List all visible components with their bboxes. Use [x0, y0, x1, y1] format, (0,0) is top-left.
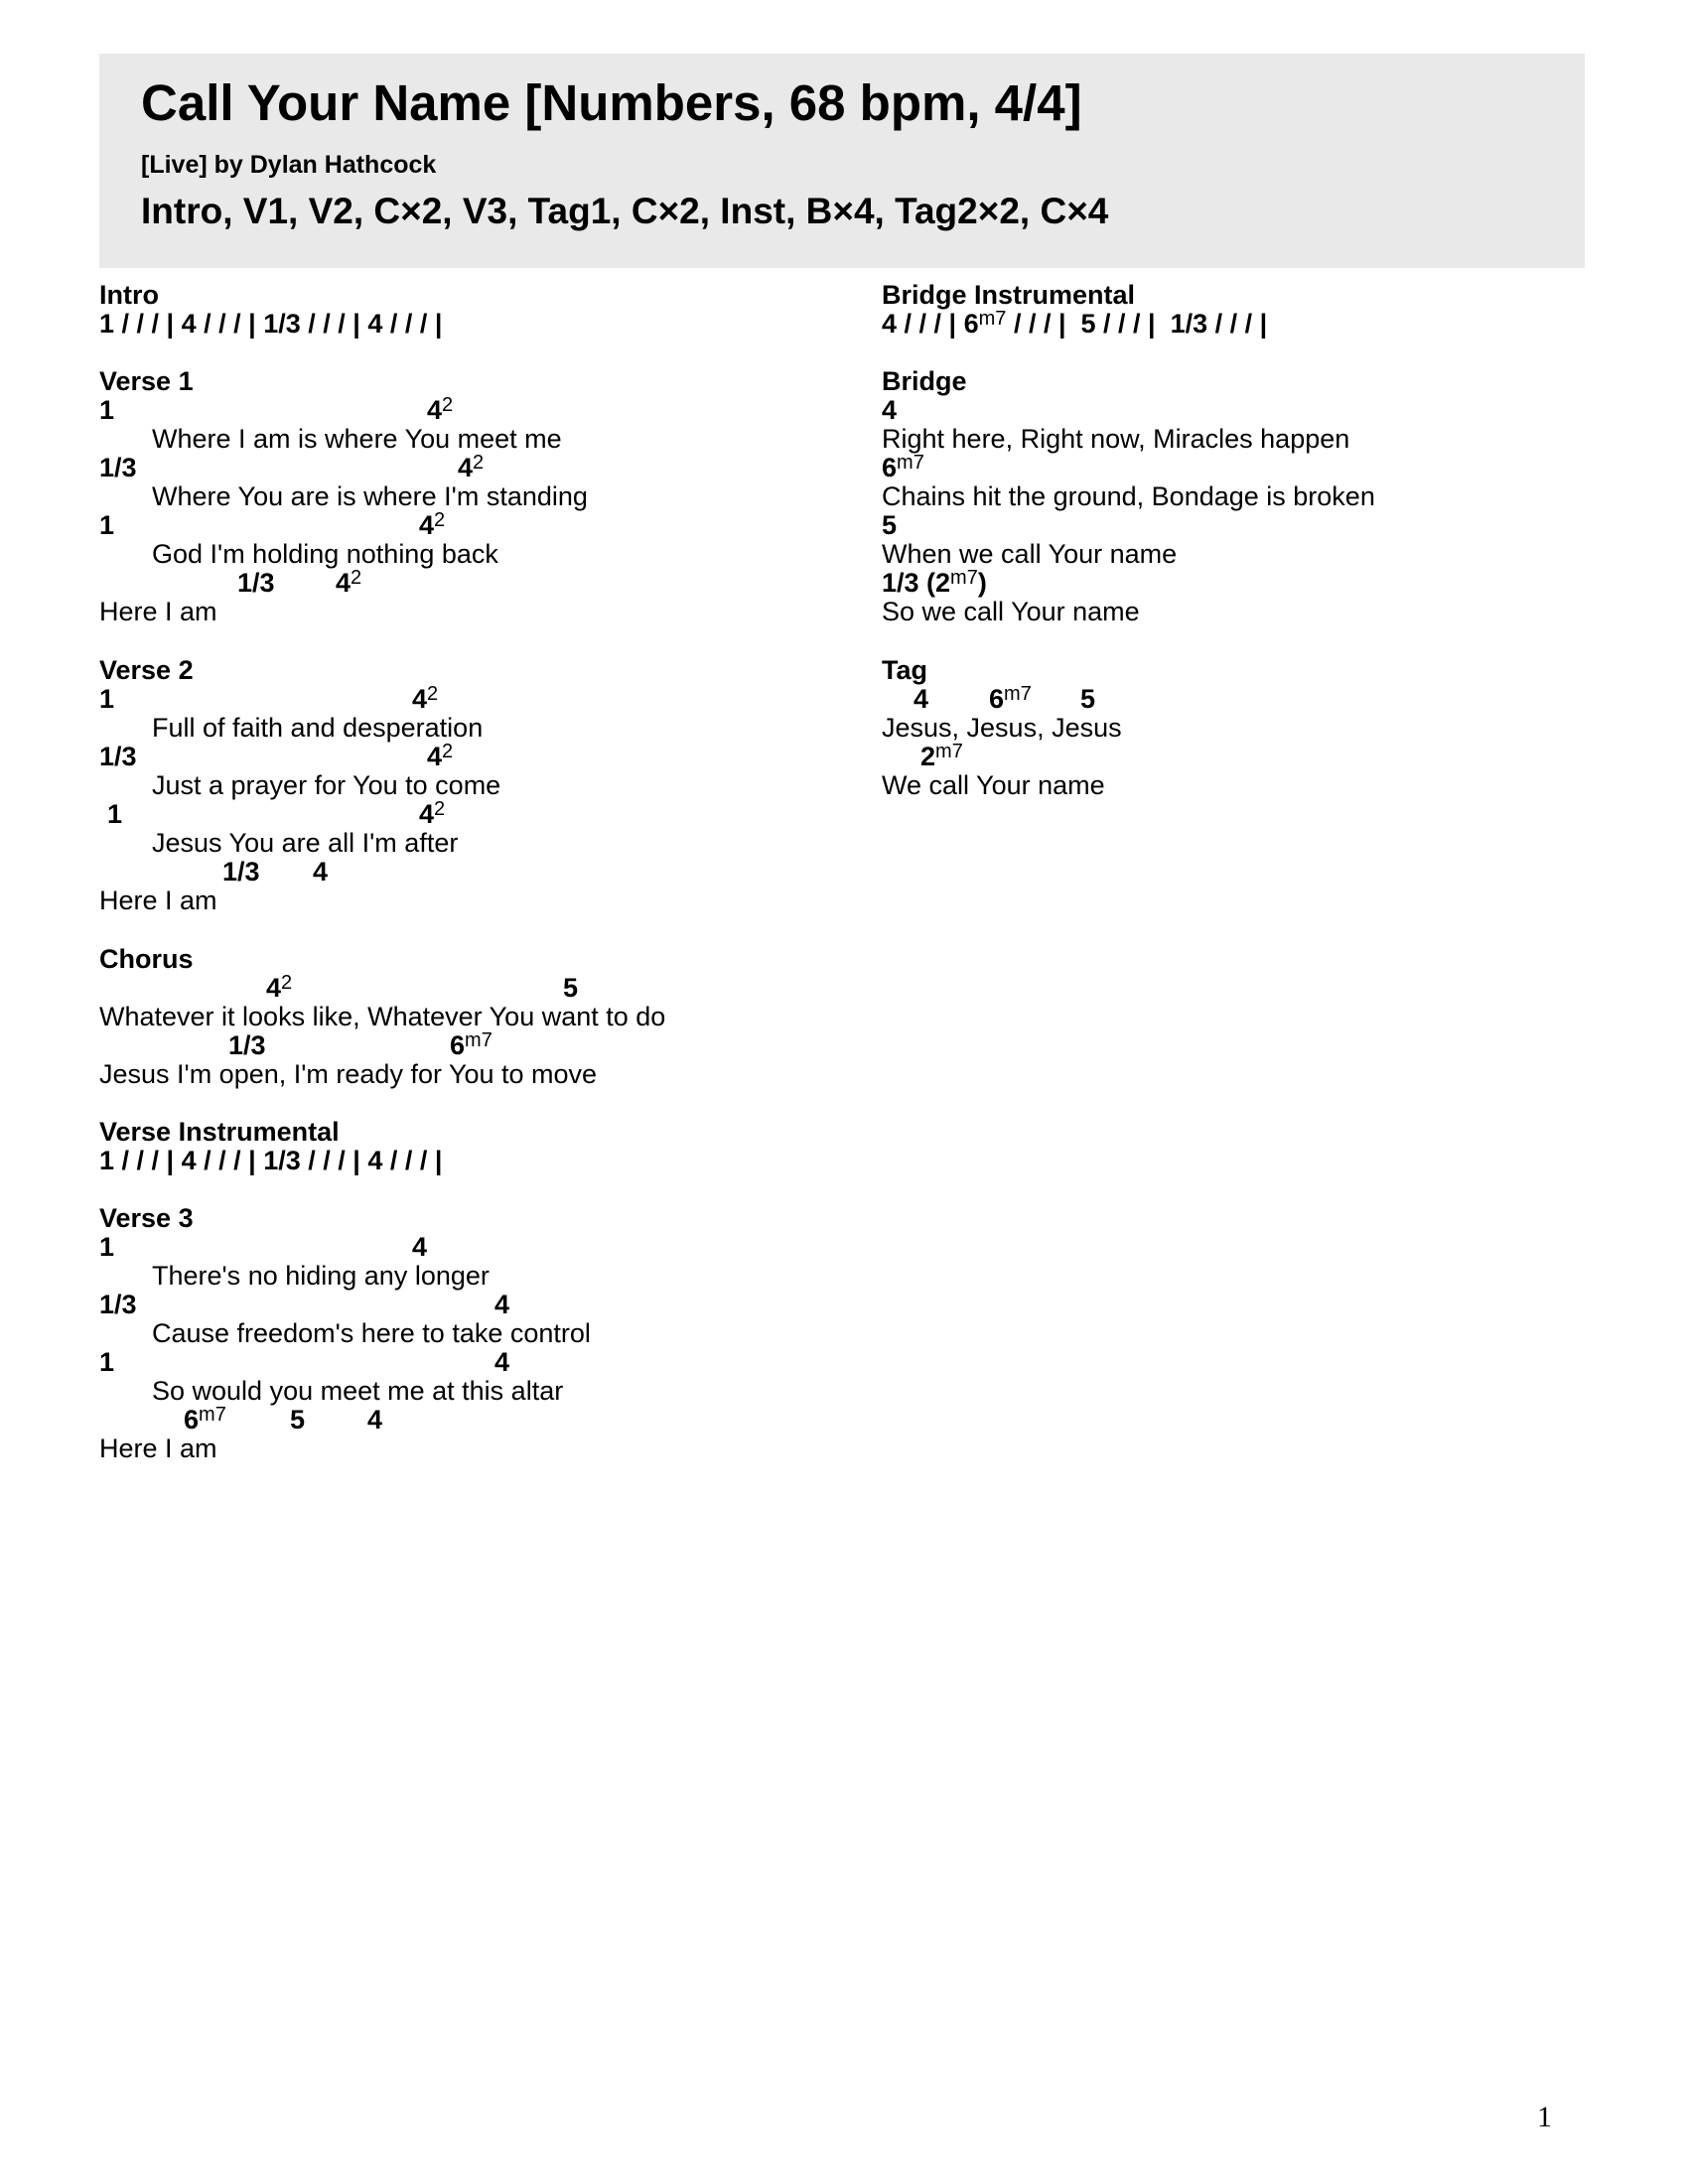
chord: 1 — [107, 799, 123, 829]
chord-line — [99, 858, 874, 915]
section-title: Verse 1 — [99, 366, 194, 396]
bar-rest: / / / | — [300, 309, 368, 339]
lyric: Jesus, Jesus, Jesus — [882, 713, 1122, 743]
chord: $4^2$ — [419, 509, 446, 540]
chord: $6^{m7}$ — [450, 1029, 492, 1060]
section-title: Bridge Instrumental — [882, 280, 1136, 310]
intro-bars — [99, 310, 442, 339]
chord-line — [99, 569, 874, 626]
chord-quality: m7 — [950, 567, 978, 589]
chord: $4^2$ — [266, 972, 293, 1003]
lyric: So would you meet me at this altar — [152, 1376, 564, 1406]
bar-rest: / / / | — [114, 309, 182, 339]
lyric: Just a prayer for You to come — [152, 770, 501, 800]
chord-line — [99, 1233, 874, 1291]
bar-rest: / / / | — [1095, 309, 1171, 339]
lyric: Cause freedom's here to take control — [152, 1318, 591, 1348]
chord-line — [99, 1348, 874, 1406]
chord-quality: m7 — [199, 1404, 226, 1426]
lyric: Chains hit the ground, Bondage is broken — [882, 481, 1375, 511]
bar-chord: 4 — [181, 309, 197, 339]
page-number: 1 — [1537, 2101, 1552, 2133]
chord-quality: 2 — [434, 509, 446, 531]
bar-chord: 1/3 — [1170, 309, 1208, 339]
chord: $4^2$ — [412, 683, 439, 714]
chord-line — [882, 454, 1656, 511]
bar-rest: / / / | — [382, 309, 443, 339]
chord: 4 — [914, 684, 929, 714]
chord-line — [882, 396, 1656, 454]
chord-quality: 2 — [427, 683, 439, 705]
lyric: We call Your name — [882, 770, 1105, 800]
chord: 1 — [99, 1232, 115, 1262]
chord: 1/3 — [222, 857, 260, 887]
section-title: Bridge — [882, 366, 967, 396]
verse-instrumental-bars — [99, 1147, 442, 1175]
chord: $4^2$ — [427, 741, 454, 771]
section-title: Chorus — [99, 944, 194, 974]
chord: 4 — [412, 1232, 428, 1262]
chord-quality: m7 — [897, 452, 924, 474]
chord-quality: 2 — [442, 741, 454, 762]
chord: 5 — [1080, 684, 1096, 714]
chord: 4 — [313, 857, 329, 887]
lyric: Jesus I'm open, I'm ready for You to move — [99, 1059, 598, 1089]
chord: 4 — [494, 1347, 510, 1377]
chord-quality: m7 — [935, 741, 963, 762]
lyric: Where You are is where I'm standing — [152, 481, 588, 511]
chord-line — [882, 569, 1656, 626]
chord: 4 — [882, 395, 898, 425]
chord: 1/3 — [237, 568, 275, 598]
bar-chord: 4 — [367, 1146, 383, 1175]
chord: 1/3 — [99, 1290, 137, 1319]
bar-chord: 5 — [1080, 309, 1096, 339]
chord-quality: 2 — [281, 972, 293, 994]
chord-line — [99, 454, 874, 511]
chord-quality: m7 — [978, 308, 1007, 330]
chord-quality: m7 — [1004, 683, 1032, 705]
chord: 4 — [494, 1290, 510, 1319]
chord-line — [99, 396, 874, 454]
lyric: When we call Your name — [882, 539, 1178, 569]
chord-quality: 2 — [442, 394, 454, 416]
bar-chord: 1/3 — [263, 309, 301, 339]
lyric: Jesus You are all I'm after — [152, 828, 459, 858]
song-title: Call Your Name [Numbers, 68 bpm, 4/4] — [141, 74, 1082, 131]
bar-chord: 1/3 — [263, 1146, 301, 1175]
chord-line — [99, 1291, 874, 1348]
chord: $4^2$ — [458, 452, 485, 482]
lyric: Where I am is where You meet me — [152, 424, 562, 454]
bar-rest: / / / | — [196, 1146, 264, 1175]
lyric: Full of faith and desperation — [152, 713, 484, 743]
chord: $4^2$ — [427, 394, 454, 425]
bar-chord: 4 — [181, 1146, 197, 1175]
section-title: Verse 3 — [99, 1203, 194, 1233]
bar-chord: 1 — [99, 309, 115, 339]
lyric: Here I am — [99, 1433, 217, 1463]
chord: 5 — [563, 973, 579, 1003]
bar-rest: / / / | — [1006, 309, 1081, 339]
chord: 4 — [367, 1405, 383, 1434]
chord: 1 — [99, 395, 115, 425]
chord-line — [882, 685, 1656, 743]
chord-line — [99, 1031, 874, 1089]
bar-chord: 1 — [99, 1146, 115, 1175]
chord-line — [882, 743, 1656, 800]
chord: 5 — [290, 1405, 306, 1434]
song-arrangement: Intro, V1, V2, C×2, V3, Tag1, C×2, Inst, B×4, Tag2×2, C×4 — [141, 191, 1109, 231]
chord: 5 — [882, 510, 898, 540]
chord: $4^2$ — [336, 567, 362, 598]
chord-quality: 2 — [434, 798, 446, 820]
chord: $2^{m7}$ — [920, 741, 963, 771]
chord: 1 — [99, 684, 115, 714]
chord: 1 — [99, 510, 115, 540]
chord: $6^{m7}$ — [989, 683, 1032, 714]
bar-rest: / / / | — [382, 1146, 443, 1175]
lyric: God I'm holding nothing back — [152, 539, 498, 569]
chord-line — [99, 685, 874, 743]
bar-chord: 4 — [367, 309, 383, 339]
section-title: Verse 2 — [99, 655, 194, 685]
chord-line — [882, 511, 1656, 569]
chord: $6^{m7}$ — [184, 1404, 226, 1434]
chord-quality: 2 — [473, 452, 485, 474]
section-title: Intro — [99, 280, 159, 310]
chord-line — [99, 511, 874, 569]
chord: 1/3 $(2^{m7})$ — [882, 567, 987, 598]
section-title: Verse Instrumental — [99, 1117, 340, 1147]
song-credit: [Live] by Dylan Hathcock — [141, 151, 437, 179]
lyric: There's no hiding any longer — [152, 1261, 490, 1291]
chord-line — [99, 743, 874, 800]
chord-line — [99, 800, 874, 858]
lyric: Here I am — [99, 886, 217, 915]
chord: $6^{m7}$ — [882, 452, 924, 482]
section-title: Tag — [882, 655, 927, 685]
bar-chord: $6^{m7}$ — [963, 308, 1007, 339]
chord-quality: m7 — [465, 1029, 492, 1051]
lyric: Whatever it looks like, Whatever You want to do — [99, 1002, 666, 1031]
bar-rest: / / / | — [897, 309, 964, 339]
lyric: Right here, Right now, Miracles happen — [882, 424, 1350, 454]
bar-rest: / / / | — [300, 1146, 368, 1175]
lyric: So we call Your name — [882, 597, 1140, 626]
chord-line — [99, 1406, 874, 1463]
bar-rest: / / / | — [196, 309, 264, 339]
bar-chord: 4 — [882, 309, 898, 339]
chord: 1/3 — [99, 453, 137, 482]
lyric: Here I am — [99, 597, 217, 626]
chord: 1/3 — [228, 1030, 266, 1060]
bar-rest: / / / | — [1207, 309, 1268, 339]
chord-line — [99, 974, 874, 1031]
chord: $4^2$ — [419, 798, 446, 829]
bar-rest: / / / | — [114, 1146, 182, 1175]
bridge-instrumental-bars — [882, 310, 1267, 339]
chord: 1 — [99, 1347, 115, 1377]
chord: 1/3 — [99, 742, 137, 771]
chord-quality: 2 — [351, 567, 362, 589]
song-header — [99, 54, 1585, 268]
